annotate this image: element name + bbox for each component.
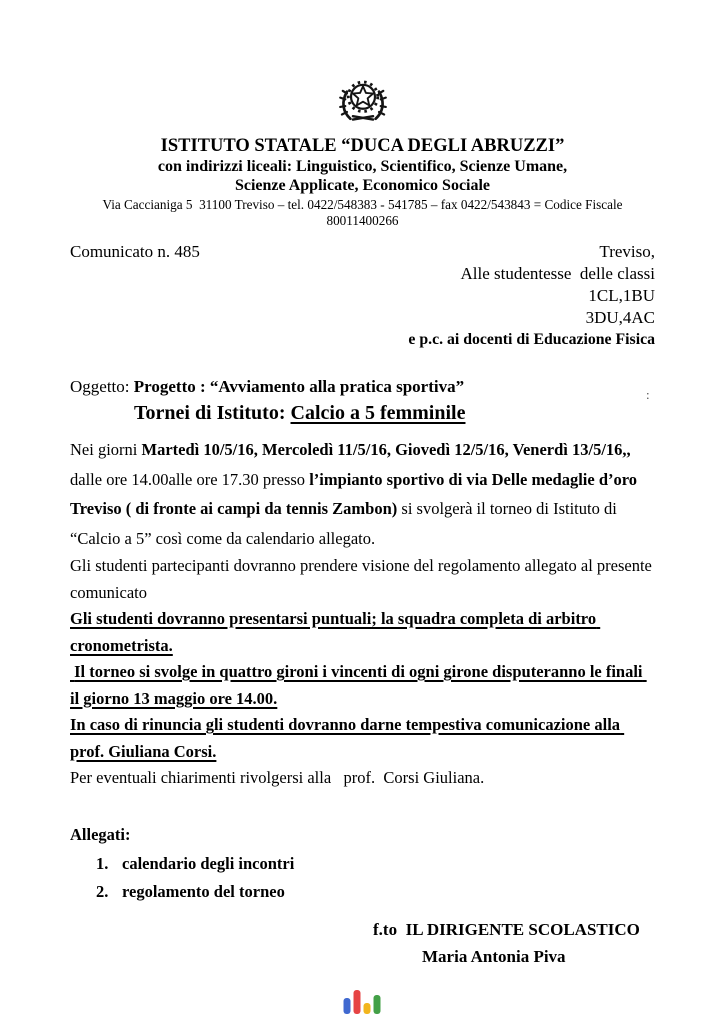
text-segment: Gli studenti dovranno presentarsi puntuali; la squadra completa di arbitro cronometrista.	[70, 609, 601, 655]
attachment-item	[70, 881, 655, 902]
attachment-item	[70, 853, 655, 874]
recipient-line: Alle studentesse delle classi	[460, 264, 655, 283]
comunicato-number: Comunicato n. 485	[70, 242, 200, 261]
city-line: Treviso,	[599, 242, 655, 261]
text-segment: Il torneo si svolge in quattro gironi i vincenti di ogni girone disputeranno le finali il giorno 13 maggio ore 14.00.	[70, 662, 647, 708]
body-paragraph	[70, 765, 655, 792]
text-segment: Per eventuali chiarimenti rivolgersi alla prof. Corsi Giuliana.	[70, 768, 485, 787]
institute-subtitle-1: con indirizzi liceali: Linguistico, Scientifico, Scienze Umane,	[157, 158, 568, 175]
attachment-number: 2.	[96, 881, 109, 901]
subject-title: Progetto : “Avviamento alla pratica sportiva”	[133, 377, 465, 396]
attachments-label: Allegati:	[70, 824, 131, 844]
attachment-text: calendario degli incontri	[122, 853, 295, 873]
subject-tournament-name: Calcio a 5 femminile	[290, 402, 466, 424]
text-segment: In caso di rinuncia gli studenti dovranno darne tempestiva comunicazione alla prof. Giuliana Corsi.	[70, 715, 625, 761]
body-paragraph	[70, 606, 655, 659]
italian-republic-emblem-icon	[336, 74, 390, 128]
institute-name: ISTITUTO STATALE “DUCA DEGLI ABRUZZI”	[160, 136, 565, 156]
logo-bar	[374, 995, 381, 1014]
signature-name: Maria Antonia Piva	[422, 946, 566, 966]
institute-address: Via Caccianiga 5 31100 Treviso – tel. 0422/548383 - 541785 – fax 0422/543843 = Codice Fiscale 80011400266	[102, 197, 626, 228]
colored-bars-logo-icon[interactable]	[344, 990, 381, 1014]
signature-block	[70, 916, 655, 970]
text-segment: dalle ore 14.00alle ore 17.30 presso	[70, 440, 635, 489]
subject-line-2	[70, 401, 655, 426]
recipient-classes-2: 3DU,4AC	[585, 308, 655, 327]
logo-bar	[344, 998, 351, 1014]
recipient-classes-1: 1CL,1BU	[588, 286, 655, 305]
signature-role: f.to IL DIRIGENTE SCOLASTICO	[373, 919, 640, 939]
attachments-block	[70, 824, 655, 902]
attachment-number: 1.	[96, 853, 109, 873]
body-paragraph	[70, 659, 655, 712]
logo-bar	[364, 1003, 371, 1014]
subject-label: Oggetto:	[70, 377, 134, 396]
logo-bar	[354, 990, 361, 1014]
text-segment: Martedì 10/5/16, Mercoledì 11/5/16, Giovedì 12/5/16, Venerdì 13/5/16,,	[141, 440, 631, 459]
institute-subtitle-2: Scienze Applicate, Economico Sociale	[234, 177, 491, 194]
body-paragraph	[70, 712, 655, 765]
text-segment: si svolgerà il torneo di Istituto di “Calcio a 5” così come da calendario allegato.	[70, 499, 621, 548]
recipient-cc-line: e p.c. ai docenti di Educazione Fisica	[408, 331, 655, 348]
body-paragraph	[70, 553, 655, 606]
attachment-text: regolamento del torneo	[122, 881, 285, 901]
text-segment: Gli studenti partecipanti dovranno prendere visione del regolamento allegato al presente comunicato	[70, 556, 656, 602]
emblem-container	[70, 74, 655, 130]
body-paragraph	[70, 435, 655, 553]
text-segment: l’impianto sportivo di via Delle medaglie d’oro Treviso ( di fronte ai campi da tennis Zambon)	[70, 469, 641, 518]
meta-row	[70, 241, 655, 263]
subject-block	[70, 376, 655, 426]
text-segment: Nei giorni	[70, 440, 142, 459]
attachments-list	[70, 853, 655, 902]
document-body	[70, 435, 655, 792]
subject-line-1	[70, 376, 655, 398]
recipients-block	[70, 263, 655, 350]
stray-colon-artifact: :	[646, 387, 650, 402]
subject-tournament-prefix: Tornei di Istituto:	[134, 402, 291, 424]
